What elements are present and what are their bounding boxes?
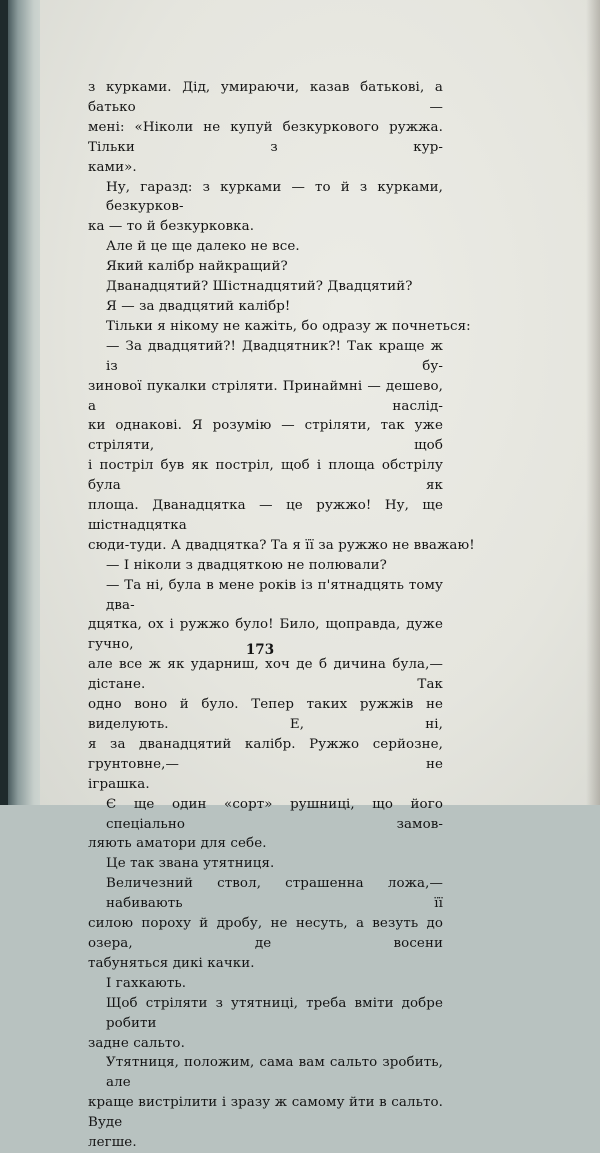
text-line: Величезний ствол, страшенна ложа,— набивають її	[106, 876, 443, 912]
text-line: — За двадцятий?! Двадцятник?! Так краще ж із бу-	[106, 338, 443, 374]
text-line: Це так звана утятниця.	[106, 856, 275, 872]
text-line: Утятниця, положим, сама вам сальто зробить, але	[106, 1055, 443, 1091]
text-line: одно воно й було. Тепер таких ружжів не виделують. Е, ні,	[88, 697, 443, 732]
text-line: І гахкають.	[106, 975, 187, 991]
text-line: але все ж як ударниш, хоч де б дичина була,— дістане. Так	[88, 657, 443, 693]
text-line: з курками. Дід, умираючи, казав батькові, а батько —	[88, 80, 443, 115]
text-line: Ну, гаразд: з курками — то й з курками, безкурков-	[106, 179, 443, 215]
text-line: — Та ні, була в мене років із п'ятнадцять тому два-	[106, 577, 443, 613]
text-line: ляють аматори для себе.	[88, 836, 267, 852]
text-line: Є ще один «сорт» рушниці, що його спеціально замов-	[106, 796, 443, 832]
page-edge-shadow	[586, 0, 600, 805]
text-line: табуняться дикі качки.	[88, 955, 255, 971]
text-line: легше.	[88, 1135, 137, 1151]
text-line: і постріл був як постріл, щоб і площа обстрілу була як	[88, 458, 443, 494]
text-line: мені: «Ніколи не купуй безкуркового ружжа. Тільки з кур-	[88, 119, 443, 155]
page-text	[88, 78, 475, 1153]
text-line: Я — за двадцятий калібр!	[106, 298, 291, 314]
text-line: Але й це ще далеко не все.	[106, 239, 300, 255]
text-line: я за дванадцятий калібр. Ружжо серйозне, грунтовне,— не	[88, 736, 443, 772]
page-number: 173	[245, 642, 275, 658]
text-line: ка — то й безкурковка.	[88, 219, 255, 235]
text-line: сюди-туди. А двадцятка? Та я її за ружжо не вважаю!	[88, 537, 475, 553]
text-line: силою пороху й дробу, не несуть, а везуть до озера, де восени	[88, 916, 443, 951]
text-line: ками».	[88, 159, 137, 175]
text-line: Який калібр найкращий?	[106, 259, 288, 275]
text-line: іграшка.	[88, 776, 150, 792]
text-line: площа. Дванадцятка — це ружжо! Ну, ще шістнадцятка	[88, 498, 443, 533]
book-spine-shadow	[0, 0, 8, 805]
text-line: краще вистрілити і зразу ж самому йти в сальто. Вуде	[88, 1095, 443, 1131]
text-line: дцятка, ох і ружжо було! Било, щоправда, дуже гучно,	[88, 617, 443, 653]
text-line: зинової пукалки стріляти. Принаймні — дешево, а наслід-	[88, 378, 443, 414]
text-line: Тільки я нікому не кажіть, бо одразу ж почнеться:	[106, 318, 471, 334]
text-line: ки однакові. Я розумію — стріляти, так уже стріляти, щоб	[88, 418, 443, 454]
text-line: Щоб стріляти з утятниці, треба вміти добре робити	[106, 995, 443, 1031]
text-line: задне сальто.	[88, 1035, 185, 1051]
text-line: — І ніколи з двадцяткою не полювали?	[106, 557, 387, 573]
text-line: Дванадцятий? Шістнадцятий? Двадцятий?	[106, 279, 413, 295]
